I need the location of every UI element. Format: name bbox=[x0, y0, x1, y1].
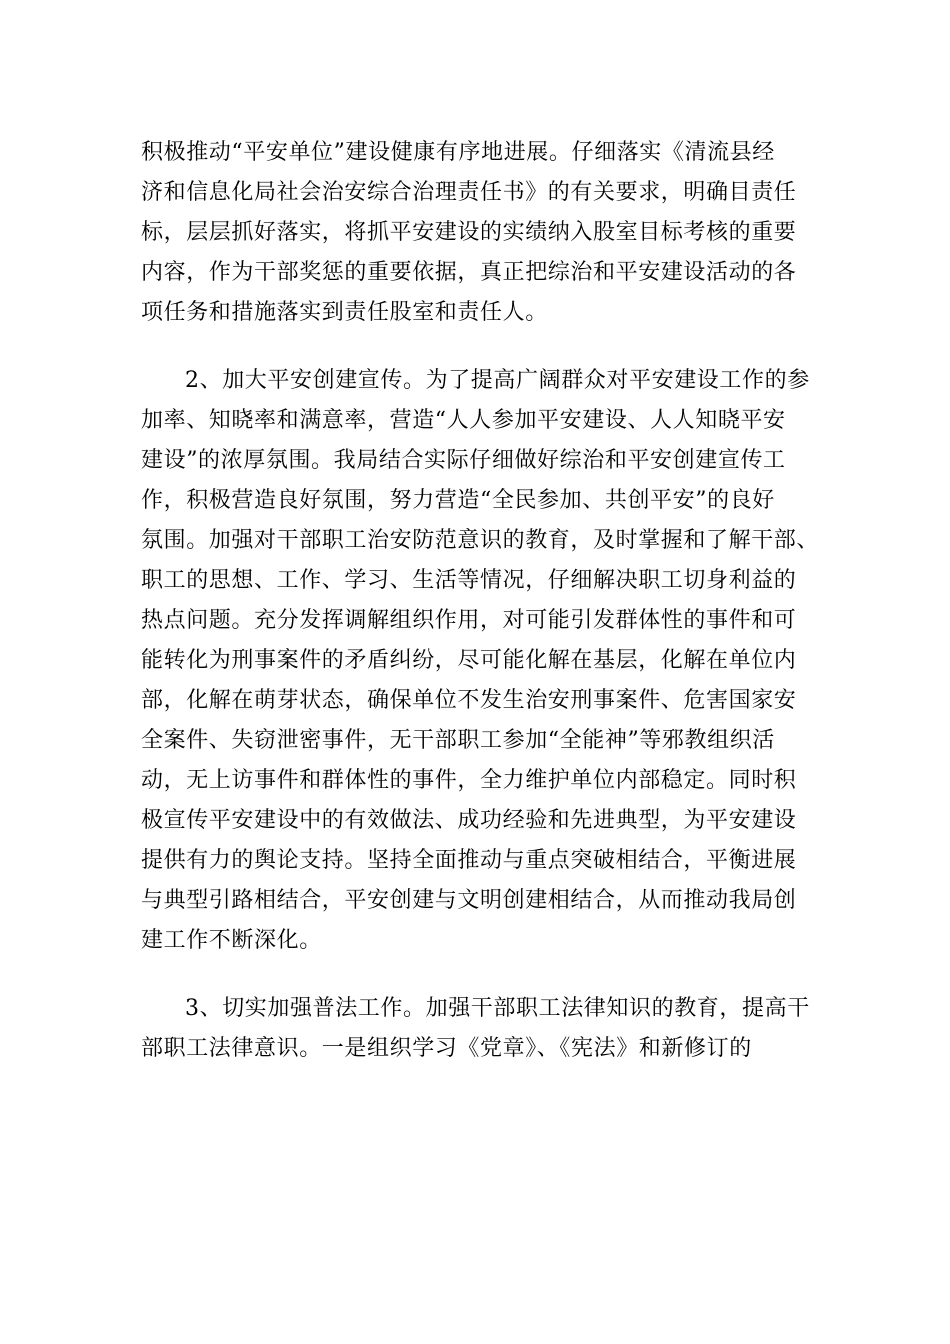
text-line: 加率、知晓率和满意率，营造“人人参加平安建设、人人知晓平安 bbox=[141, 408, 786, 433]
paragraph-3 bbox=[141, 989, 811, 1069]
text-line: 职工的思想、工作、学习、生活等情况，仔细解决职工切身利益的 bbox=[141, 568, 797, 593]
text-line: 动，无上访事件和群体性的事件，全力维护单位内部稳定。同时积 bbox=[141, 768, 797, 793]
text-line: 热点问题。充分发挥调解组织作用，对可能引发群体性的事件和可 bbox=[141, 608, 797, 633]
paragraph-1 bbox=[141, 133, 811, 333]
document-body bbox=[141, 133, 820, 1069]
paragraph-gap bbox=[141, 333, 811, 361]
text-line: 与典型引路相结合，平安创建与文明创建相结合，从而推动我局创 bbox=[141, 888, 797, 913]
text-line: 建设”的浓厚氛围。我局结合实际仔细做好综治和平安创建宣传工 bbox=[141, 448, 786, 473]
text-line: 能转化为刑事案件的矛盾纠纷，尽可能化解在基层，化解在单位内 bbox=[141, 648, 797, 673]
text-line: 部，化解在萌芽状态，确保单位不发生治安刑事案件、危害国家安 bbox=[141, 688, 797, 713]
text-line: 提供有力的舆论支持。坚持全面推动与重点突破相结合，平衡进展 bbox=[141, 848, 797, 873]
text-line: 全案件、失窃泄密事件，无干部职工参加“全能神”等邪教组织活 bbox=[141, 728, 775, 753]
text-line: 氛围。加强对干部职工治安防范意识的教育，及时掌握和了解干部、 bbox=[141, 528, 820, 553]
text-line: 建工作不断深化。 bbox=[141, 928, 322, 953]
text-line: 极宣传平安建设中的有效做法、成功经验和先进典型，为平安建设 bbox=[141, 808, 797, 833]
text-line: 内容，作为干部奖惩的重要依据，真正把综治和平安建设活动的各 bbox=[141, 260, 797, 285]
text-line: 积极推动“平安单位”建设健康有序地进展。仔细落实《清流县经 bbox=[141, 140, 775, 165]
paragraph-gap bbox=[141, 961, 811, 989]
text-line: 济和信息化局社会治安综合治理责任书》的有关要求，明确目责任 bbox=[141, 180, 797, 205]
text-line: 3、切实加强普法工作。加强干部职工法律知识的教育，提高干 bbox=[185, 996, 810, 1021]
text-line: 2、加大平安创建宣传。为了提高广阔群众对平安建设工作的参 bbox=[185, 368, 810, 393]
text-line: 项任务和措施落实到责任股室和责任人。 bbox=[141, 300, 548, 325]
paragraph-2 bbox=[141, 361, 820, 961]
text-line: 部职工法律意识。一是组织学习《党章》、《宪法》和新修订的 bbox=[141, 1036, 752, 1061]
text-line: 作，积极营造良好氛围，努力营造“全民参加、共创平安”的良好 bbox=[141, 488, 775, 513]
text-line: 标，层层抓好落实，将抓平安建设的实绩纳入股室目标考核的重要 bbox=[141, 220, 797, 245]
